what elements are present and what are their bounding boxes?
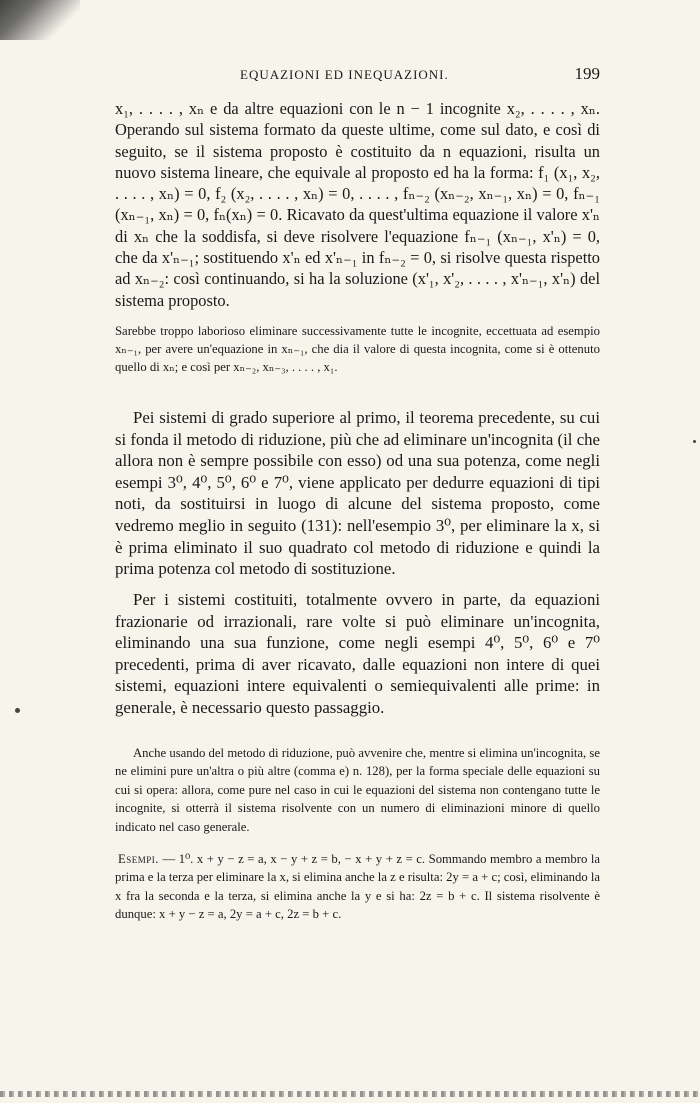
examples-paragraph — [115, 850, 600, 924]
page-edge-shadow — [0, 0, 80, 40]
page-number: 199 — [574, 64, 600, 83]
examples-label: Esempi. — [118, 852, 159, 866]
margin-speck — [693, 440, 696, 443]
page-header — [115, 64, 600, 86]
examples-text: — 1⁰. x + y − z = a, x − y + z = b, − x + y + z = c. Sommando membro a membro la prima e la terza per eliminare la x, si elimina anche la z e risulta: 2y = a + c; così, eliminando la x fra la seconda e la terza, si elimina anche la y e si ha: 2z = b + c. Il sistema risolvente è dunque: x + y − z = a, 2y = a + c, 2z = b + c. — [115, 852, 601, 922]
small-note-1: Sarebbe troppo laborioso eliminare successivamente tutte le incognite, eccettuata ad esempio xₙ₋₁, per avere un'equazione in xₙ₋₁, che dia il valore di questa incognita, come si è ottenuto quello di xₙ; e così per xₙ₋₂, xₙ₋₃, . . . . , x₁. — [115, 324, 600, 375]
paragraph-fractional-systems: Per i sistemi costituiti, totalmente ovvero in parte, da equazioni frazionarie od irrazionali, rare volte si può eliminare un'incognita, eliminando una sua funzione, come negli esempi 4⁰, 5⁰, 6⁰ e 7⁰ precedenti, prima di aver ricavato, dalle equazioni non intere di quei sistemi, equazioni intere equivalenti o semiequivalenti alle prime: in generale, è necessario questo passaggio. — [115, 590, 600, 717]
paragraph-higher-degree: Pei sistemi di grado superiore al primo, il teorema precedente, su cui si fonda il metodo di riduzione, più che ad eliminare un'incognita (il che allora non è sempre possibile con esso) od una sua potenza, come negli esempi 3⁰, 4⁰, 5⁰, 6⁰ e 7⁰, viene applicato per dedurre equazioni di tipi noti, da sostituirsi in luogo di alcune del sistema proposto, come vedremo meglio in seguito (131): nell'esempio 3⁰, per eliminare la x, si è prima eliminato il suo quadrato col metodo di riduzione e quindi la prima potenza col metodo di sostituzione. — [115, 408, 600, 579]
page-edge-bottom — [0, 1091, 700, 1097]
running-title: EQUAZIONI ED INEQUAZIONI. — [240, 67, 449, 82]
paragraph-continuation: x₁, . . . . , xₙ e da altre equazioni con le n − 1 incognite x₂, . . . . , xₙ. Operando sul sistema formato da queste ultime, come sul dato, e così di seguito, se il sistema proposto è costituito da n equazioni, risulta un nuovo sistema lineare, che equivale al proposto ed ha la forma: f₁ (x₁, x₂, . . . . , xₙ) = 0, f₂ (x₂, . . . . , xₙ) = 0, . . . . , fₙ₋₂ (xₙ₋₂, xₙ₋₁, xₙ) = 0, fₙ₋₁ (xₙ₋₁, xₙ) = 0, fₙ(xₙ) = 0. Ricavato da quest'ultima equazione il valore x'ₙ di xₙ che la soddisfa, si deve risolvere l'equazione fₙ₋₁ (xₙ₋₁, x'ₙ) = 0, che da x'ₙ₋₁; sostituendo x'ₙ ed x'ₙ₋₁ in fₙ₋₂ = 0, si risolve questa rispetto ad xₙ₋₂: così continuando, si ha la soluzione (x'₁, x'₂, . . . . , x'ₙ₋₁, x'ₙ) del sistema proposto. — [115, 99, 600, 310]
small-note-2: Anche usando del metodo di riduzione, può avvenire che, mentre si elimina un'incognita, se ne elimini pure un'altra o più altre (comma e) n. 128), per la forma speciale delle equazioni su cui si opera: allora, come pure nel caso in cui le equazioni del sistema non contengano tutte le incognite, si otterrà il sistema risolvente con un numero di eliminazioni minore di quello indicato nel caso generale. — [115, 746, 600, 834]
margin-speck — [15, 708, 20, 713]
